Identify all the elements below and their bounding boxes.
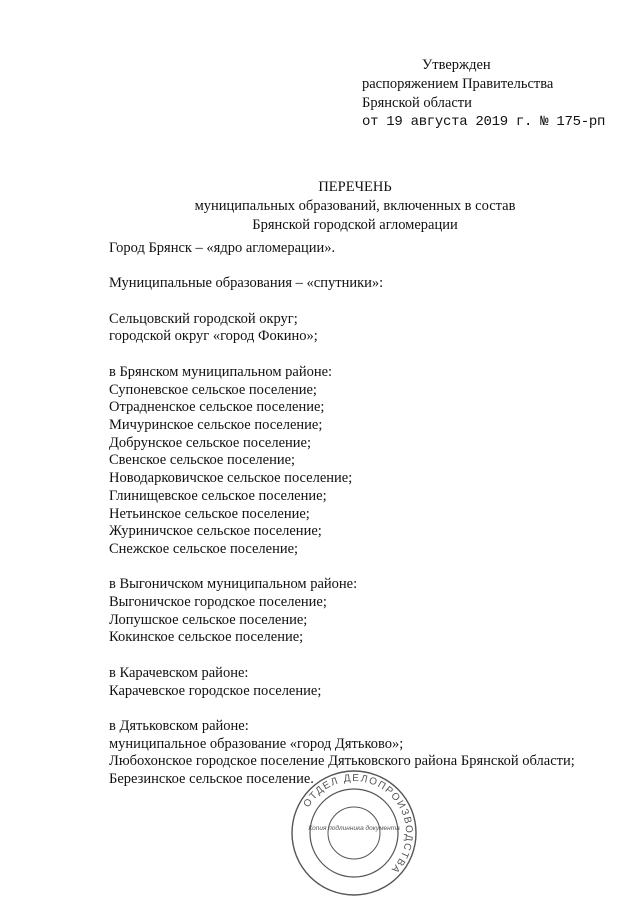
approval-block <box>362 56 605 132</box>
list-item: Нетьинское сельское поселение; <box>109 505 310 522</box>
list-item: Березинское сельское поселение. <box>109 771 314 787</box>
approval-region: Брянской области <box>362 95 472 111</box>
document-subtitle-line-2: Брянской городской агломерации <box>252 217 458 233</box>
list-item: муниципальное образование «город Дятьково»; <box>109 735 404 752</box>
list-paragraph <box>109 576 629 647</box>
list-item: Снежское сельское поселение; <box>109 540 299 557</box>
list-item: в Карачевском районе: <box>109 664 249 681</box>
list-item: Супоневское сельское поселение; <box>109 381 317 398</box>
approval-authority: распоряжением Правительства <box>362 76 554 92</box>
list-item: Мичуринское сельское поселение; <box>109 416 323 433</box>
list-item: Свенское сельское поселение; <box>109 452 296 469</box>
list-paragraph <box>109 665 629 700</box>
list-item: в Выгоничском муниципальном районе: <box>109 576 358 593</box>
approval-date-number: от 19 августа 2019 г. № 175-рп <box>362 114 606 130</box>
list-paragraph <box>109 364 629 559</box>
list-item: в Дятьковском районе: <box>109 717 249 734</box>
list-item: Муниципальные образования – «спутники»: <box>109 275 384 292</box>
list-item: Журиничское сельское поселение; <box>109 523 322 540</box>
seal-stamp-icon <box>289 768 419 898</box>
list-paragraph <box>109 311 629 346</box>
municipality-list <box>109 240 629 806</box>
document-heading <box>0 178 640 235</box>
approval-title: Утвержден <box>422 57 491 73</box>
list-item: Отрадненское сельское поселение; <box>109 399 325 416</box>
list-item: Глинищевское сельское поселение; <box>109 487 327 504</box>
list-item: Любохонское городское поселение Дятьковского района Брянской области; <box>109 753 575 770</box>
seal-inner-text: Копия подлинника документа <box>308 825 400 832</box>
list-paragraph <box>109 275 629 293</box>
list-item: Добрунское сельское поселение; <box>109 434 312 451</box>
document-title: ПЕРЕЧЕНЬ <box>318 179 392 195</box>
list-item: Кокинское сельское поселение; <box>109 629 304 646</box>
list-item: Сельцовский городской округ; <box>109 310 298 327</box>
list-item: городской округ «город Фокино»; <box>109 328 318 345</box>
list-item: Выгоничское городское поселение; <box>109 594 327 610</box>
document-subtitle-line-1: муниципальных образований, включенных в состав <box>194 198 516 214</box>
list-item: Карачевское городское поселение; <box>109 682 322 699</box>
list-item: Лопушское сельское поселение; <box>109 611 308 628</box>
list-item: Город Брянск – «ядро агломерации». <box>109 240 336 256</box>
seal-outer-text: ОТДЕЛ ДЕЛОПРОИЗВОДСТВА <box>301 772 415 876</box>
list-paragraph <box>109 240 629 258</box>
list-item: в Брянском муниципальном районе: <box>109 363 333 380</box>
list-item: Новодарковичское сельское поселение; <box>109 470 353 487</box>
